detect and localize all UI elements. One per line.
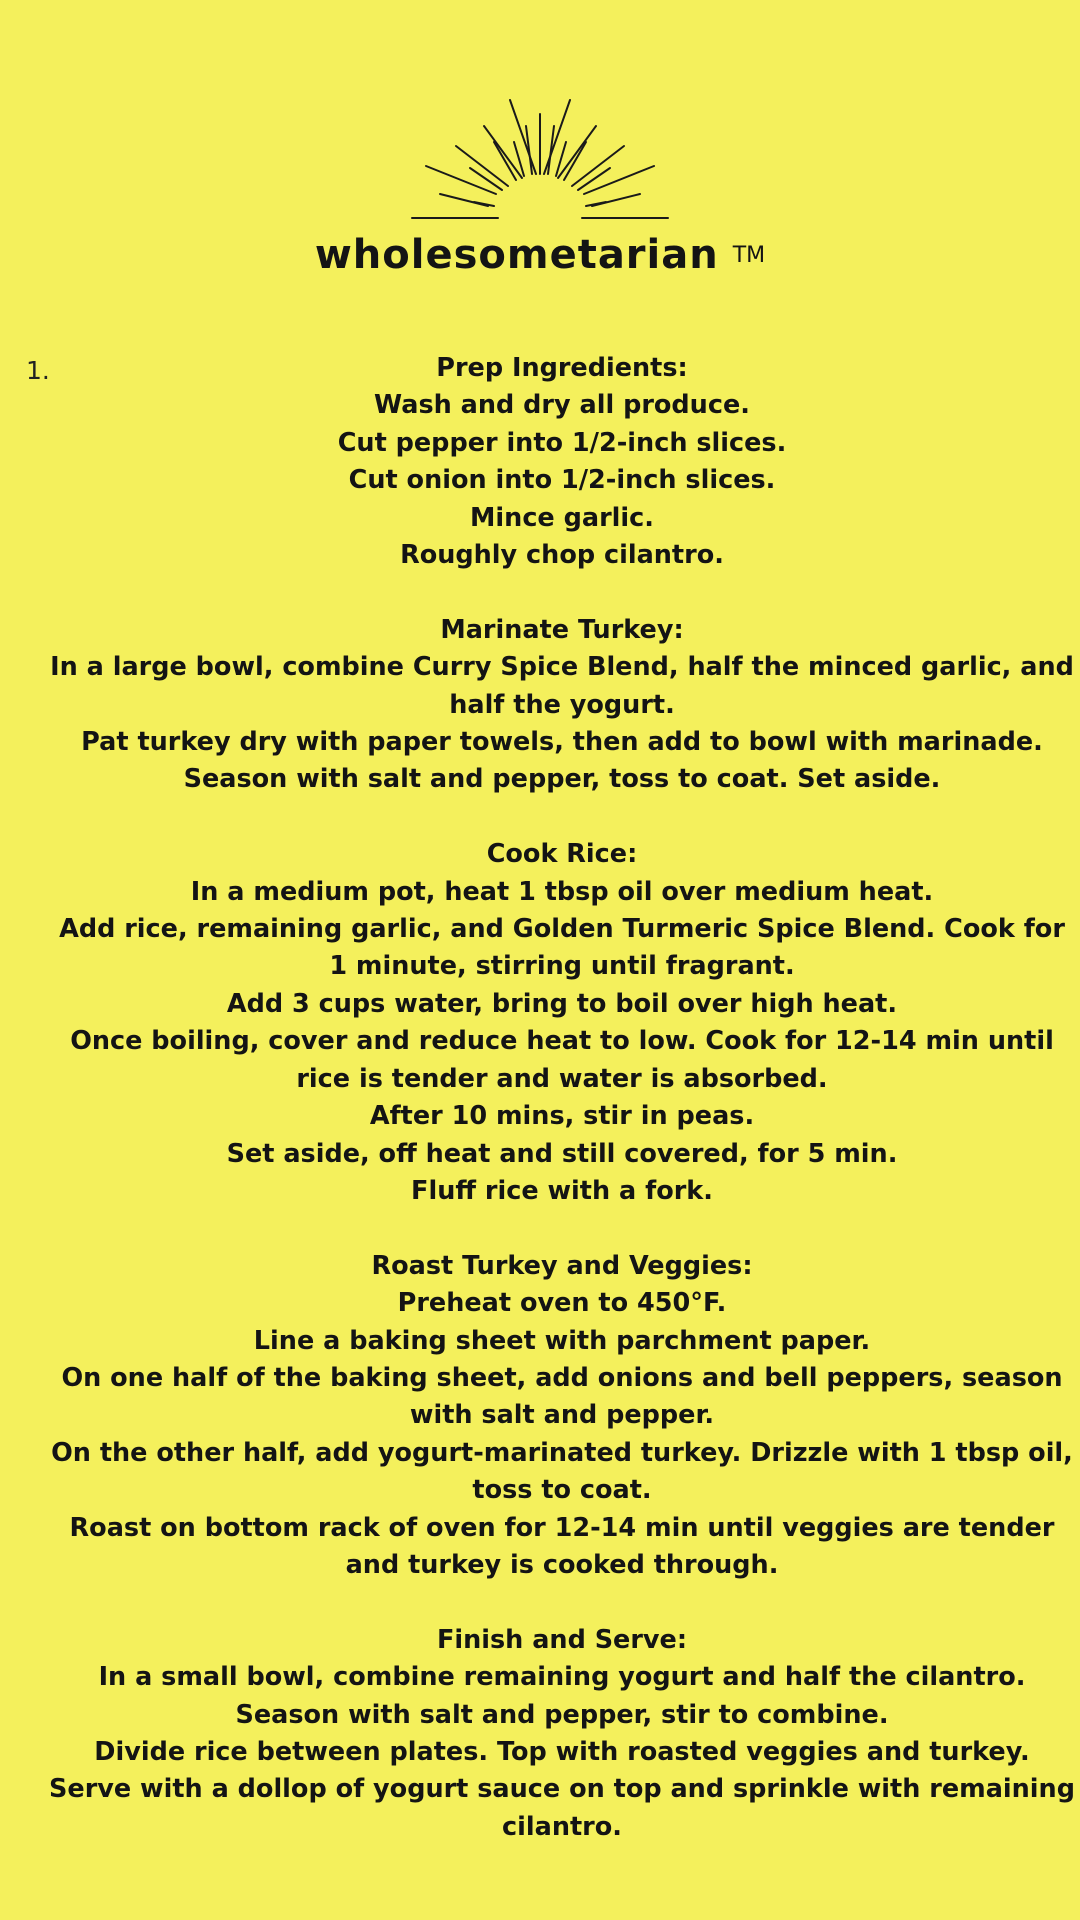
step: In a small bowl, combine remaining yogurt and half the cilantro. Season with salt and pepper, stir to combine. — [98, 1662, 1026, 1730]
section-prep-ingredients — [46, 350, 1078, 574]
section-finish-serve — [46, 1622, 1078, 1846]
section-heading: Cook Rice: — [486, 839, 638, 870]
recipe-instructions — [46, 350, 1078, 1846]
list-marker: 1. — [26, 356, 50, 385]
trademark-mark: TM — [732, 243, 766, 268]
step: Once boiling, cover and reduce heat to low. Cook for 12-14 min until rice is tender and water is absorbed. — [70, 1026, 1054, 1094]
step: Mince garlic. — [470, 502, 654, 533]
section-heading: Prep Ingredients: — [436, 353, 688, 383]
section-marinate-turkey — [46, 612, 1078, 799]
step: In a medium pot, heat 1 tbsp oil over medium heat. — [190, 876, 934, 907]
step: After 10 mins, stir in peas. — [369, 1101, 755, 1132]
brand-wordmark — [0, 232, 1080, 278]
section-heading: Marinate Turkey: — [440, 614, 684, 645]
step: Add 3 cups water, bring to boil over high heat. — [226, 988, 898, 1019]
step: Fluff rice with a fork. — [411, 1175, 713, 1206]
step: In a large bowl, combine Curry Spice Blend, half the minced garlic, and half the yogurt. — [50, 652, 1074, 720]
section-heading: Roast Turkey and Veggies: — [371, 1250, 753, 1281]
step: Cut pepper into 1/2-inch slices. — [337, 427, 787, 458]
sunburst-icon — [390, 90, 690, 230]
step: Season with salt and pepper, toss to coat. Set aside. — [183, 764, 941, 795]
step: Serve with a dollop of yogurt sauce on top and sprinkle with remaining cilantro. — [49, 1774, 1075, 1842]
step: Divide rice between plates. Top with roasted veggies and turkey. — [94, 1736, 1030, 1767]
section-roast-turkey-veggies — [46, 1248, 1078, 1585]
brand-name: wholesometarian — [314, 232, 719, 278]
step: Roast on bottom rack of oven for 12-14 min until veggies are tender and turkey is cooked through. — [69, 1512, 1055, 1580]
step: Roughly chop cilantro. — [400, 540, 724, 571]
step: Pat turkey dry with paper towels, then add to bowl with marinade. — [81, 727, 1043, 758]
step: Line a baking sheet with parchment paper. — [253, 1325, 871, 1356]
step: Preheat oven to 450°F. — [397, 1288, 727, 1319]
step: Cut onion into 1/2-inch slices. — [348, 465, 776, 496]
step: Wash and dry all produce. — [374, 390, 750, 421]
step: Add rice, remaining garlic, and Golden Turmeric Spice Blend. Cook for 1 minute, stirring until fragrant. — [59, 914, 1065, 982]
step: On the other half, add yogurt-marinated turkey. Drizzle with 1 tbsp oil, toss to coat. — [51, 1437, 1073, 1506]
section-heading: Finish and Serve: — [436, 1624, 688, 1655]
section-cook-rice — [46, 836, 1078, 1210]
step: Set aside, off heat and still covered, for 5 min. — [226, 1138, 898, 1169]
step: On one half of the baking sheet, add onions and bell peppers, season with salt and pepper. — [61, 1362, 1063, 1431]
